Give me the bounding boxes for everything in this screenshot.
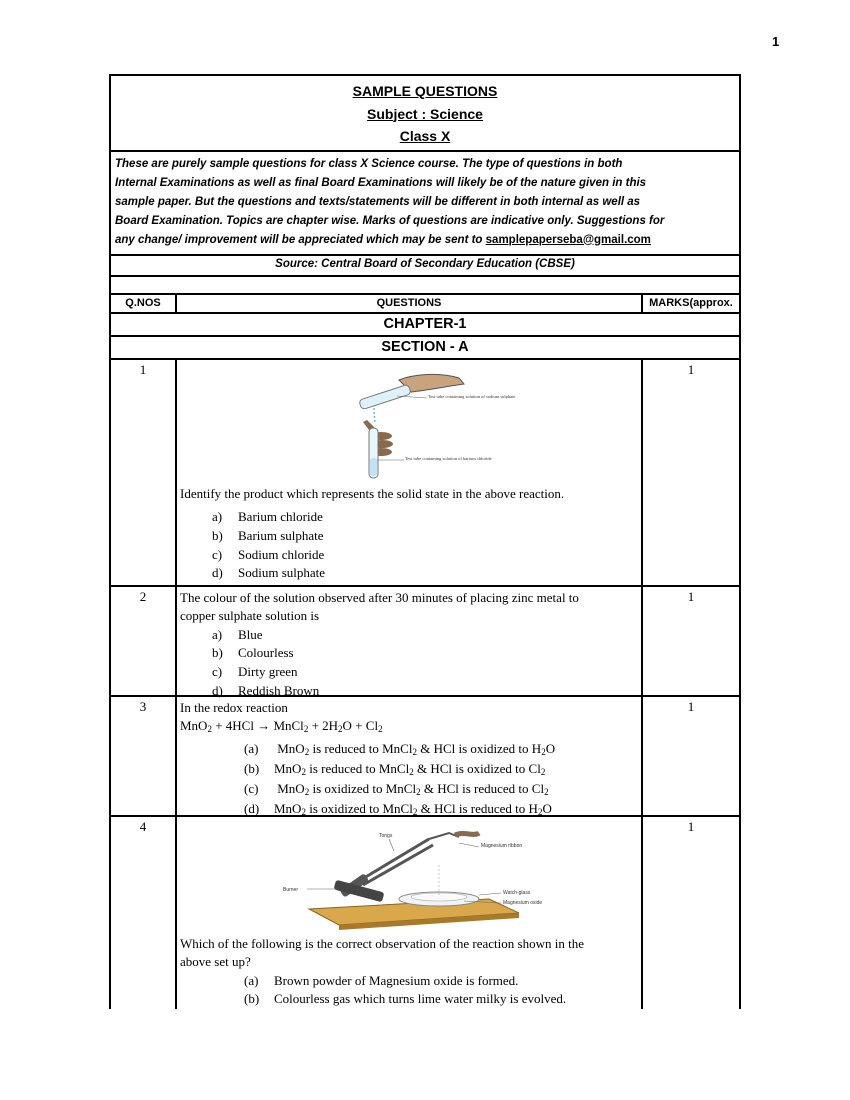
column-marks: MARKS(approx. — [649, 296, 733, 309]
question-marks: 1 — [687, 698, 695, 714]
intro-line: sample paper. But the questions and texts/statements will be different in both internal as well as — [115, 195, 641, 208]
paper-class: Class X — [399, 128, 451, 144]
option-text: MnO$_2$ is oxidized to MnCl$_2$ & HCl is reduced to $H_2O$ — [274, 800, 552, 817]
question-text: copper sulphate solution is — [180, 608, 320, 623]
question-row-1 — [109, 358, 741, 585]
option — [212, 546, 638, 565]
question-paper — [109, 74, 741, 1009]
option — [244, 972, 638, 991]
option-label: c) — [212, 664, 223, 680]
option-label: b) — [212, 645, 223, 661]
question-row-4 — [109, 815, 741, 1009]
option-label: (a) — [244, 740, 259, 756]
option-text: MnO$_2$ is reduced to MnCl$_2$ & HCl is oxidized to $Cl_2$ — [274, 760, 546, 777]
question-content — [177, 817, 643, 1009]
option-text: Brown powder of Magnesium oxide is formed. — [274, 972, 519, 988]
option-label: (d) — [244, 800, 260, 816]
option-text: Colourless — [238, 645, 294, 661]
option-text: Barium chloride — [238, 509, 323, 524]
options-list — [180, 626, 638, 701]
question-marks: 1 — [687, 588, 695, 604]
question-row-3 — [109, 695, 741, 815]
intro-line — [115, 231, 733, 250]
question-marks: 1 — [687, 818, 695, 834]
option-label: b) — [212, 527, 223, 543]
option-label: (b) — [244, 991, 260, 1006]
question-number: 1 — [111, 360, 177, 585]
option — [244, 779, 638, 799]
column-questions: QUESTIONS — [177, 295, 643, 312]
option-label: (b) — [244, 760, 260, 776]
options-list — [180, 972, 638, 1009]
option-text: Sodium chloride — [238, 546, 325, 562]
column-header-row — [109, 293, 741, 312]
spacer-row — [109, 275, 741, 293]
option-label: d) — [212, 565, 223, 581]
intro-line: Internal Examinations as well as final Board Examinations will likely be of the nature given in this — [115, 176, 647, 189]
intro-line-text: any change/ improvement will be appreciated which may be sent to — [115, 233, 486, 246]
option-label: a) — [212, 626, 223, 642]
option-text: Blue — [238, 626, 263, 642]
question-number: 3 — [111, 697, 177, 815]
magnesium-burning-figure — [279, 821, 543, 931]
option-label: d) — [212, 682, 223, 698]
option-label: (a) — [244, 972, 259, 988]
page-number: 1 — [772, 34, 780, 49]
option — [212, 644, 638, 663]
question-text: In the redox reaction — [180, 699, 288, 715]
intro-line: These are purely sample questions for class X Science course. The type of questions in both — [115, 157, 623, 170]
option — [212, 564, 638, 583]
options-list — [180, 508, 638, 583]
question-content — [177, 360, 643, 585]
paper-header — [109, 74, 741, 150]
options-list — [180, 739, 638, 819]
option-label: (c) — [244, 780, 259, 796]
column-qno: Q.NOS — [111, 295, 177, 312]
question-text: Which of the following is the correct observation of the reaction shown in the — [180, 935, 584, 951]
option-text: MnO$_2$ is oxidized to MnCl$_2$ & HCl is reduced to $Cl_2$ — [274, 780, 549, 797]
paper-title: SAMPLE QUESTIONS — [352, 83, 498, 99]
intro-note — [109, 150, 741, 254]
figure-label: Watch-glass — [503, 889, 531, 896]
paper-subject: Subject : Science — [367, 105, 483, 122]
option — [212, 508, 638, 527]
option-text: Sodium sulphate — [238, 565, 326, 581]
option-text: MnO$_2$ is reduced to MnCl$_2$ & HCl is oxidized to $H_2O$ — [274, 740, 556, 757]
test-tube-reaction-figure — [319, 362, 516, 482]
option-label: c) — [212, 546, 223, 562]
option-text: Dirty green — [238, 664, 298, 680]
option-text: Barium sulphate — [238, 527, 324, 543]
option-label: a) — [212, 509, 223, 524]
source-line: Source: Central Board of Secondary Education (CBSE) — [109, 254, 741, 275]
question-number: 2 — [111, 587, 177, 695]
redox-equation: MnO$_2$ + 4HCl → MnCl$_2$ + $2H_2O + Cl_2$ — [180, 718, 383, 734]
figure-label: Test tube containing solution of sodium sulphate — [428, 393, 516, 399]
question-text: The colour of the solution observed after 30 minutes of placing zinc metal to — [180, 589, 579, 605]
figure-label: Magnesium oxide — [503, 899, 543, 906]
chapter-heading: CHAPTER-1 — [109, 312, 741, 335]
figure-label: Test tube containing solution of barium chloride — [405, 455, 492, 461]
option — [244, 739, 638, 759]
section-heading: SECTION - A — [109, 335, 741, 358]
question-content — [177, 697, 643, 815]
question-text: Identify the product which represents the solid state in the above reaction. — [180, 485, 565, 501]
question-marks: 1 — [687, 361, 695, 377]
option — [244, 990, 638, 1009]
figure-label: Tongs — [379, 832, 393, 839]
contact-email-link[interactable]: samplepaperseba@gmail.com — [485, 233, 651, 246]
option — [212, 626, 638, 645]
question-text: above set up? — [180, 954, 251, 969]
figure-label: Magnesium ribbon — [481, 842, 523, 849]
option-text: Colourless gas which turns lime water milky is evolved. — [274, 991, 567, 1006]
figure-label: Burner — [283, 886, 299, 893]
intro-line: Board Examination. Topics are chapter wise. Marks of questions are indicative only. Suggestions for — [115, 214, 665, 227]
question-content — [177, 587, 643, 698]
question-row-2 — [109, 585, 741, 698]
option — [244, 759, 638, 779]
option — [244, 799, 638, 819]
option — [212, 527, 638, 546]
question-number: 4 — [111, 817, 177, 1009]
option-text: Reddish Brown — [238, 682, 320, 698]
option — [212, 663, 638, 682]
